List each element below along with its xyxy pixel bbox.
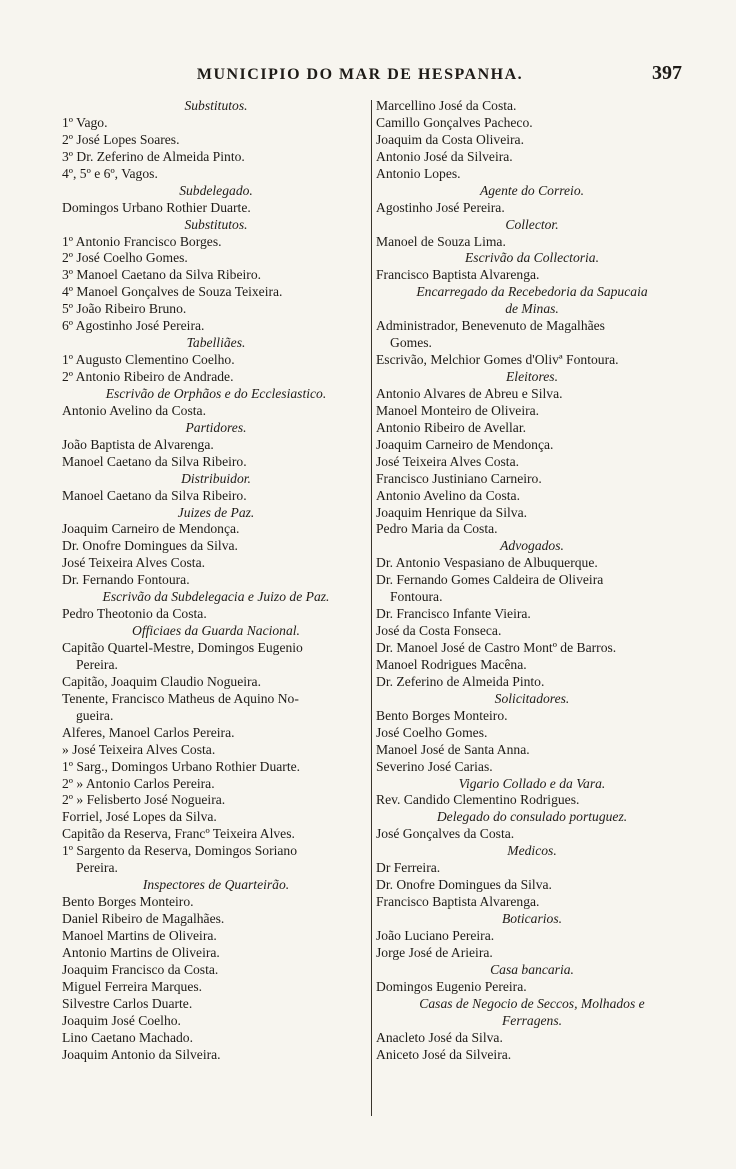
list-item: Tenente, Francisco Matheus de Aquino No- bbox=[62, 690, 299, 706]
list-item: 2º José Coelho Gomes. bbox=[62, 250, 188, 266]
list-item: Dr. Francisco Infante Vieira. bbox=[376, 606, 531, 622]
list-item: Jorge José de Arieira. bbox=[376, 944, 493, 960]
list-item: Manoel de Souza Lima. bbox=[376, 233, 506, 249]
section-heading: Distribuidor. bbox=[181, 470, 251, 486]
list-item: Manoel Martins de Oliveira. bbox=[62, 927, 217, 943]
list-item: Manoel José de Santa Anna. bbox=[376, 741, 530, 757]
section-heading: Advogados. bbox=[500, 538, 564, 554]
list-item: 6º Agostinho José Pereira. bbox=[62, 318, 205, 334]
list-item: Gomes. bbox=[390, 335, 432, 351]
section-heading: Partidores. bbox=[185, 419, 247, 435]
list-item: Dr Ferreira. bbox=[376, 860, 441, 876]
list-item: Dr. Onofre Domingues da Silva. bbox=[376, 877, 552, 893]
list-item: Silvestre Carlos Duarte. bbox=[62, 995, 193, 1011]
section-heading: Agente do Correio. bbox=[479, 182, 585, 198]
right-column bbox=[376, 98, 688, 1063]
list-item: Manoel Rodrigues Macêna. bbox=[376, 656, 527, 672]
list-item: Miguel Ferreira Marques. bbox=[62, 978, 203, 994]
list-item: Agostinho José Pereira. bbox=[376, 199, 505, 215]
list-item: José Teixeira Alves Costa. bbox=[376, 453, 520, 469]
section-heading: Encarregado da Recebedoria da Sapucaia bbox=[416, 284, 648, 300]
section-heading: Casa bancaria. bbox=[490, 961, 574, 977]
list-item: Capitão da Reserva, Francº Teixeira Alves. bbox=[62, 826, 295, 842]
list-item: José Teixeira Alves Costa. bbox=[62, 555, 206, 571]
list-item: Dr. Fernando Gomes Caldeira de Oliveira bbox=[376, 572, 604, 588]
list-item: Joaquim Henrique da Silva. bbox=[376, 504, 528, 520]
list-item: 1º Antonio Francisco Borges. bbox=[62, 233, 222, 249]
list-item: Manoel Caetano da Silva Ribeiro. bbox=[62, 453, 247, 469]
page-title: MUNICIPIO DO MAR DE HESPANHA. bbox=[196, 66, 524, 83]
list-item: Escrivão, Melchior Gomes d'Olivª Fontoura. bbox=[376, 352, 619, 368]
list-item: Pereira. bbox=[76, 860, 118, 876]
list-item: Antonio José da Silveira. bbox=[376, 148, 513, 164]
list-item: Pedro Theotonio da Costa. bbox=[62, 606, 207, 622]
list-item: Francisco Baptista Alvarenga. bbox=[376, 894, 540, 910]
list-item: Dr. Zeferino de Almeida Pinto. bbox=[376, 673, 545, 689]
section-heading: Vigario Collado e da Vara. bbox=[458, 775, 606, 791]
section-heading: Tabelliães. bbox=[186, 335, 246, 351]
list-item: Alferes, Manoel Carlos Pereira. bbox=[62, 724, 235, 740]
list-item: Joaquim Antonio da Silveira. bbox=[62, 1046, 221, 1062]
section-heading: Collector. bbox=[505, 216, 559, 232]
list-item: Joaquim Francisco da Costa. bbox=[62, 961, 219, 977]
list-item: Antonio Avelino da Costa. bbox=[376, 487, 520, 503]
list-item: 2º » Felisberto José Nogueira. bbox=[62, 792, 226, 808]
section-heading: Officiaes da Guarda Nacional. bbox=[132, 623, 300, 639]
list-item: Lino Caetano Machado. bbox=[62, 1029, 193, 1045]
section-heading: Ferragens. bbox=[501, 1012, 563, 1028]
list-item: Capitão, Joaquim Claudio Nogueira. bbox=[62, 673, 261, 689]
list-item: Antonio Alvares de Abreu e Silva. bbox=[376, 385, 563, 401]
list-item: Dr. Onofre Domingues da Silva. bbox=[62, 538, 238, 554]
page-number: 397 bbox=[652, 62, 682, 84]
list-item: Bento Borges Monteiro. bbox=[62, 894, 194, 910]
list-item: Antonio Ribeiro de Avellar. bbox=[376, 419, 527, 435]
list-item: Rev. Candido Clementino Rodrigues. bbox=[376, 792, 580, 808]
list-item: » José Teixeira Alves Costa. bbox=[62, 741, 216, 757]
list-item: 1º Sargento da Reserva, Domingos Soriano bbox=[62, 843, 298, 859]
section-heading: Medicos. bbox=[507, 843, 557, 859]
list-item: Domingos Eugenio Pereira. bbox=[376, 978, 527, 994]
list-item: gueira. bbox=[76, 707, 114, 723]
list-item: Marcellino José da Costa. bbox=[376, 98, 517, 113]
list-item: Aniceto José da Silveira. bbox=[376, 1046, 512, 1062]
list-item: 1º Vago. bbox=[62, 114, 108, 130]
list-item: João Luciano Pereira. bbox=[376, 927, 495, 943]
section-heading: Eleitores. bbox=[506, 369, 558, 384]
column-divider bbox=[371, 100, 372, 1116]
list-item: Severino José Carias. bbox=[376, 758, 493, 774]
section-heading: Juizes de Paz. bbox=[177, 504, 255, 520]
section-heading: Substitutos. bbox=[184, 216, 248, 232]
list-item: 1º Augusto Clementino Coelho. bbox=[62, 352, 235, 368]
section-heading: Boticarios. bbox=[501, 911, 563, 926]
list-item: Joaquim José Coelho. bbox=[62, 1012, 181, 1028]
list-item: Fontoura. bbox=[390, 589, 443, 605]
section-heading: Subdelegado. bbox=[179, 182, 253, 198]
list-item: Domingos Urbano Rothier Duarte. bbox=[62, 199, 251, 215]
section-heading: Escrivão da Subdelegacia e Juizo de Paz. bbox=[102, 589, 330, 605]
list-item: 5º João Ribeiro Bruno. bbox=[62, 301, 187, 317]
list-item: Joaquim Carneiro de Mendonça. bbox=[376, 436, 554, 452]
list-item: Antonio Martins de Oliveira. bbox=[62, 944, 220, 960]
list-item: Antonio Avelino da Costa. bbox=[62, 402, 206, 418]
list-item: José Gonçalves da Costa. bbox=[376, 826, 515, 842]
list-item: Francisco Baptista Alvarenga. bbox=[376, 267, 540, 283]
list-item: Manoel Monteiro de Oliveira. bbox=[376, 402, 540, 418]
section-heading: Escrivão da Collectoria. bbox=[464, 250, 600, 266]
section-heading: Escrivão de Orphãos e do Ecclesiastico. bbox=[105, 385, 327, 401]
list-item: Administrador, Benevenuto de Magalhães bbox=[376, 318, 605, 334]
section-heading: Solicitadores. bbox=[494, 690, 570, 706]
section-heading: Delegado do consulado portuguez. bbox=[436, 809, 628, 825]
list-item: Antonio Lopes. bbox=[376, 165, 461, 181]
list-item: 3º Dr. Zeferino de Almeida Pinto. bbox=[62, 148, 245, 164]
section-heading: de Minas. bbox=[505, 301, 559, 317]
list-item: Pedro Maria da Costa. bbox=[376, 521, 498, 537]
list-item: Dr. Manoel José de Castro Montº de Barros. bbox=[376, 640, 617, 655]
list-item: Francisco Justiniano Carneiro. bbox=[376, 470, 542, 486]
list-item: Pereira. bbox=[76, 656, 118, 672]
list-item: Bento Borges Monteiro. bbox=[376, 707, 508, 723]
list-item: 2º José Lopes Soares. bbox=[62, 131, 180, 147]
list-item: Capitão Quartel-Mestre, Domingos Eugenio bbox=[62, 640, 303, 655]
list-item: 2º » Antonio Carlos Pereira. bbox=[62, 775, 215, 791]
list-item: Dr. Fernando Fontoura. bbox=[62, 572, 190, 588]
list-item: José da Costa Fonseca. bbox=[376, 623, 502, 639]
list-item: Joaquim da Costa Oliveira. bbox=[376, 131, 524, 147]
list-item: José Coelho Gomes. bbox=[376, 724, 488, 740]
list-item: Daniel Ribeiro de Magalhães. bbox=[62, 911, 225, 926]
list-item: Camillo Gonçalves Pacheco. bbox=[376, 114, 533, 130]
list-item: 2º Antonio Ribeiro de Andrade. bbox=[62, 369, 234, 384]
section-heading: Inspectores de Quarteirão. bbox=[142, 877, 290, 893]
list-item: Anacleto José da Silva. bbox=[376, 1029, 503, 1045]
list-item: João Baptista de Alvarenga. bbox=[62, 436, 214, 452]
list-item: Manoel Caetano da Silva Ribeiro. bbox=[62, 487, 247, 503]
section-heading: Substitutos. bbox=[184, 98, 248, 113]
list-item: 4º, 5º e 6º, Vagos. bbox=[62, 165, 158, 181]
list-item: Dr. Antonio Vespasiano de Albuquerque. bbox=[376, 555, 598, 571]
left-column bbox=[62, 98, 370, 1063]
list-item: 1º Sarg., Domingos Urbano Rothier Duarte. bbox=[62, 758, 301, 774]
list-item: 4º Manoel Gonçalves de Souza Teixeira. bbox=[62, 284, 283, 300]
section-heading: Casas de Negocio de Seccos, Molhados e bbox=[419, 995, 645, 1011]
list-item: 3º Manoel Caetano da Silva Ribeiro. bbox=[62, 267, 262, 283]
list-item: Forriel, José Lopes da Silva. bbox=[62, 809, 217, 825]
list-item: Joaquim Carneiro de Mendonça. bbox=[62, 521, 240, 537]
